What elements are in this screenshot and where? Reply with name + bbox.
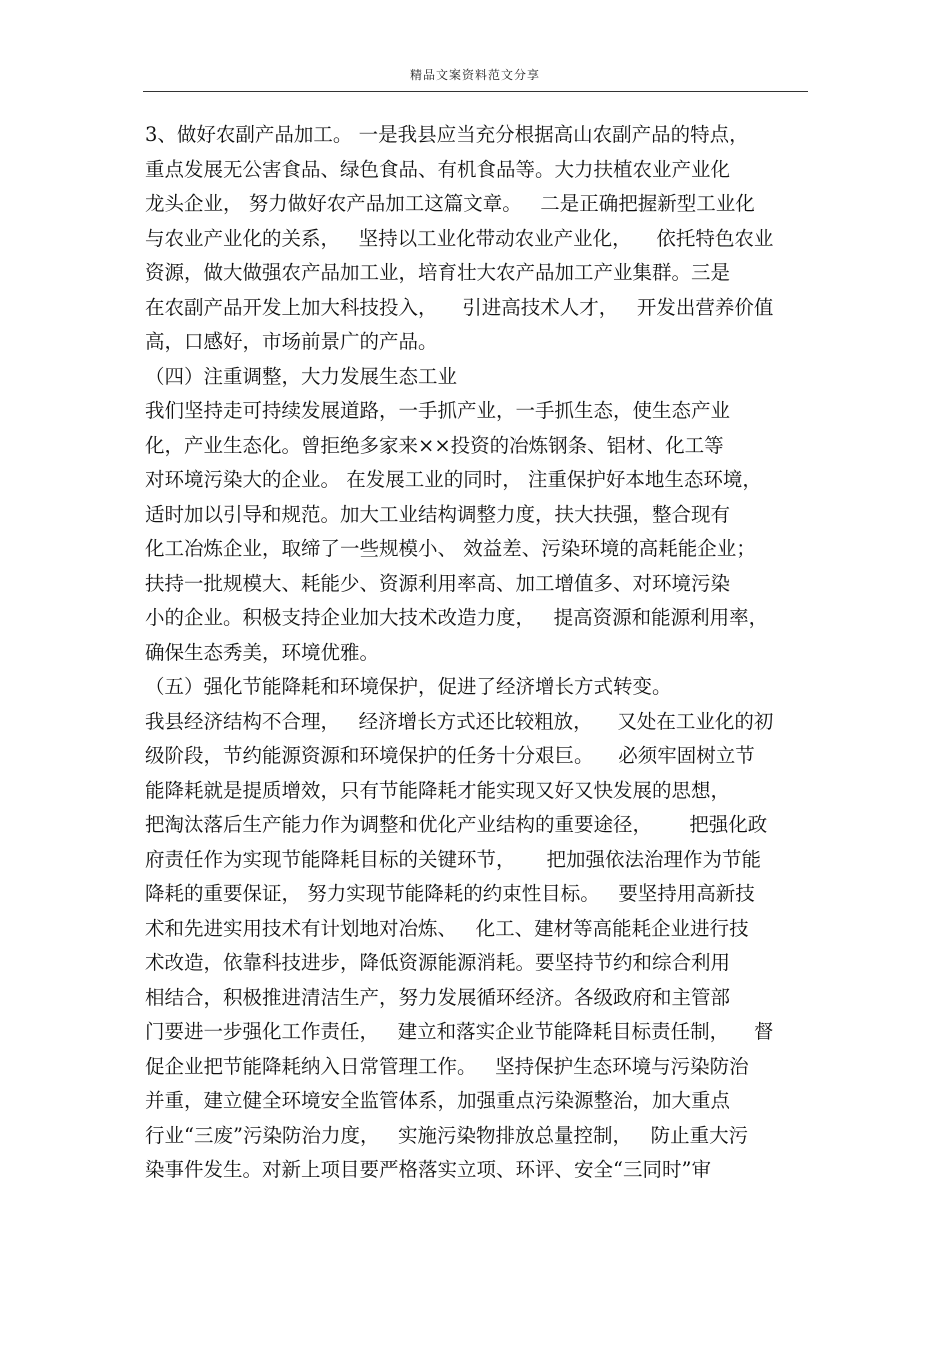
text-line: 级阶段，节约能源资源和环境保护的任务十分艰巨。 必须牢固树立节	[145, 744, 755, 767]
text-line: 府责任作为实现节能降耗目标的关键环节， 把加强依法治理作为节能	[145, 847, 761, 871]
text-line: 行业“三废”污染防治力度， 实施污染物排放总量控制， 防止重大污	[145, 1123, 749, 1147]
text-line: 重点发展无公害食品、绿色食品、有机食品等。大力扶植农业产业化	[145, 157, 731, 181]
text-line: 化，产业生态化。曾拒绝多家来××投资的冶炼钢条、铝材、化工等	[145, 433, 724, 457]
text-line: 促企业把节能降耗纳入日常管理工作。 坚持保护生态环境与污染防治	[145, 1054, 749, 1078]
text-line: 我们坚持走可持续发展道路，一手抓产业，一手抓生态，使生态产业	[145, 399, 731, 422]
header-divider	[143, 91, 808, 92]
text-line: 并重，建立健全环境安全监管体系，加强重点污染源整治，加大重点	[145, 1089, 731, 1112]
text-line: 小的企业。积极支持企业加大技术改造力度， 提高资源和能源利用率，	[145, 606, 769, 629]
text-line: 能降耗就是提质增效，只有节能降耗才能实现又好又快发展的思想，	[145, 778, 731, 802]
text-line: 龙头企业， 努力做好农产品加工这篇文章。 二是正确把握新型工业化	[145, 192, 755, 215]
text-line: 把淘汰落后生产能力作为调整和优化产业结构的重要途径， 把强化政	[145, 813, 768, 836]
text-line: 我县经济结构不合理， 经济增长方式还比较粗放， 又处在工业化的初	[145, 709, 774, 733]
text-line: 对环境污染大的企业。 在发展工业的同时， 注重保护好本地生态环境，	[145, 468, 762, 491]
text-line: 术改造，依靠科技进步，降低资源能源消耗。要坚持节约和综合利用	[145, 951, 731, 974]
section-heading: （五）强化节能降耗和环境保护，促进了经济增长方式转变。	[145, 675, 672, 698]
text-line: 染事件发生。对新上项目要严格落实立项、环评、安全“三同时”审	[145, 1158, 711, 1181]
text-line: 术和先进实用技术有计划地对冶炼、 化工、建材等高能耗企业进行技	[145, 916, 749, 940]
text-line: 3、做好农副产品加工。 一是我县应当充分根据高山农副产品的特点，	[145, 123, 749, 146]
text-line: 扶持一批规模大、耗能少、资源利用率高、加工增值多、对环境污染	[145, 571, 731, 595]
text-line: 门要进一步强化工作责任， 建立和落实企业节能降耗目标责任制， 督	[145, 1020, 774, 1043]
page-header: 精品文案资料范文分享	[409, 68, 540, 82]
text-line: 降耗的重要保证， 努力实现节能降耗的约束性目标。 要坚持用高新技	[145, 882, 755, 905]
text-line: 适时加以引导和规范。加大工业结构调整力度，扶大扶强，整合现有	[145, 502, 731, 526]
text-line: 在农副产品开发上加大科技投入， 引进高技术人才， 开发出营养价值	[145, 295, 774, 319]
section-heading: （四）注重调整，大力发展生态工业	[145, 364, 458, 388]
text-line: 资源，做大做强农产品加工业，培育壮大农产品加工产业集群。三是	[145, 261, 731, 284]
text-line: 高，口感好，市场前景广的产品。	[145, 330, 438, 353]
document-body	[145, 118, 815, 1188]
text-line: 相结合，积极推进清洁生产，努力发展循环经济。各级政府和主管部	[145, 985, 731, 1009]
text-line: 与农业产业化的关系， 坚持以工业化带动农业产业化， 依托特色农业	[145, 226, 774, 250]
text-line: 化工冶炼企业，取缔了一些规模小、 效益差、污染环境的高耗能企业；	[145, 537, 756, 560]
text-line: 确保生态秀美，环境优雅。	[145, 640, 380, 664]
